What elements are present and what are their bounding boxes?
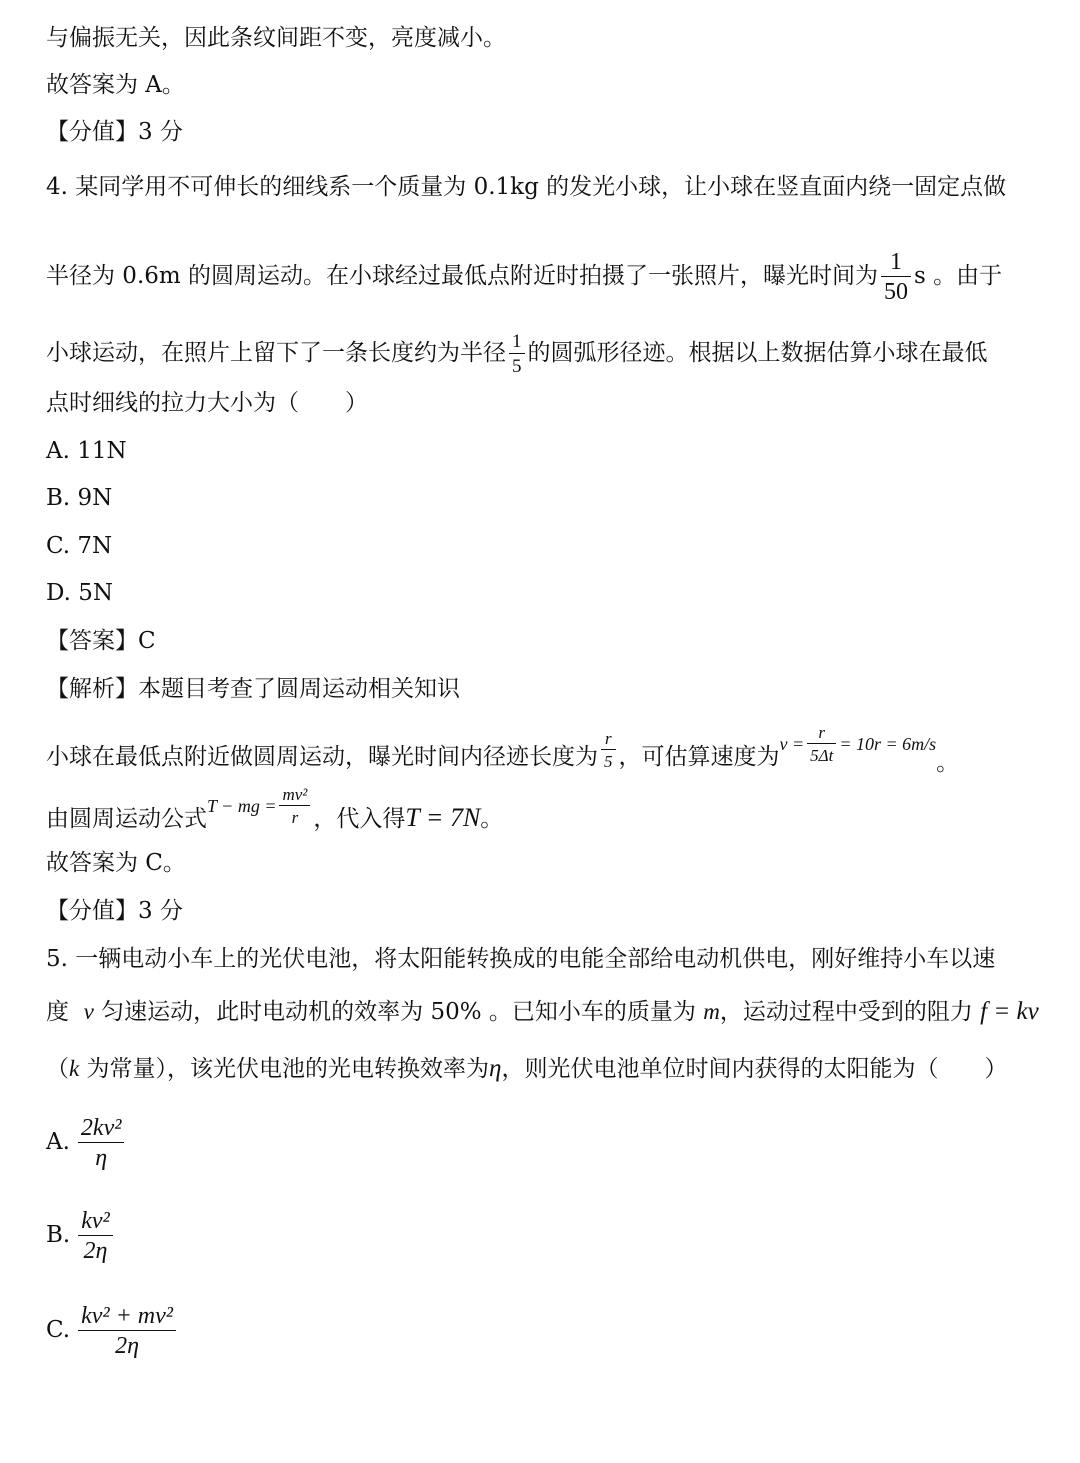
q4-sol1-text-c: 。 xyxy=(936,750,960,776)
q5-option-c-fraction xyxy=(78,1304,176,1358)
q4-option-c: C. 7N xyxy=(46,533,113,559)
q4-option-a: A. 11N xyxy=(46,438,127,464)
q4-line-3-text-a: 小球运动，在照片上留下了一条长度约为半径 xyxy=(46,340,506,366)
fraction-numerator: 2kv² xyxy=(80,1115,122,1141)
q4-sol1-text-b: ，可估算速度为 xyxy=(618,744,780,770)
fraction-numerator: r xyxy=(604,729,612,748)
q5-option-a xyxy=(46,1112,127,1172)
eta-variable: η xyxy=(489,1055,502,1082)
fraction-denominator: 50 xyxy=(881,276,911,304)
q5-line-1: 5. 一辆电动小车上的光伏电池，将太阳能转换成的电能全部给电动机供电，刚好维持小车以速 xyxy=(46,946,996,972)
fraction-r-over-5dt xyxy=(807,724,836,764)
fraction-denominator: 2η xyxy=(78,1330,176,1358)
q5-option-c xyxy=(46,1300,179,1360)
text-line-2: 故答案为 A。 xyxy=(46,72,185,98)
q5-option-a-fraction xyxy=(78,1116,125,1170)
fraction-numerator: mv² xyxy=(282,785,308,804)
fraction-one-fiftieth xyxy=(881,250,911,304)
fraction-denominator: 2η xyxy=(78,1235,113,1263)
q4-score: 【分值】3 分 xyxy=(46,898,183,924)
q4-sol2-period: 。 xyxy=(480,806,504,832)
fraction-denominator: r xyxy=(279,805,310,826)
drag-force-equation: f = kv xyxy=(980,998,1039,1025)
q4-sol2-text-a: 由圆周运动公式 xyxy=(46,806,207,832)
q5-line-2-text-a: 度 xyxy=(46,999,69,1025)
q5-line-3-text-c: ，则光伏电池单位时间内获得的太阳能为（ ） xyxy=(501,1056,1008,1082)
fraction-one-fifth xyxy=(509,332,525,376)
q4-line-1: 4. 某同学用不可伸长的细线系一个质量为 0.1kg 的发光小球，让小球在竖直面内绕一固定点做 xyxy=(46,174,1007,200)
q4-sol1-text-a: 小球在最低点附近做圆周运动，曝光时间内径迹长度为 xyxy=(46,744,598,770)
q5-option-c-label: C. xyxy=(46,1317,71,1343)
q4-line-2-text-b: s 。由于 xyxy=(914,263,1003,289)
q4-line-4: 点时细线的拉力大小为（ ） xyxy=(46,390,368,416)
q4-line-2-text-a: 半径为 0.6m 的圆周运动。在小球经过最低点附近时拍摄了一张照片，曝光时间为 xyxy=(46,263,879,289)
score-line-q3: 【分值】3 分 xyxy=(46,119,183,145)
q5-line-3-text-b: 为常量），该光伏电池的光电转换效率为 xyxy=(86,1056,490,1082)
fraction-numerator: r xyxy=(818,723,826,742)
q4-analysis: 【解析】本题目考查了圆周运动相关知识 xyxy=(46,676,460,702)
velocity-variable: v xyxy=(83,999,94,1024)
q5-line-3-text-a: （ xyxy=(46,1056,69,1082)
q4-option-b: B. 9N xyxy=(46,485,113,511)
q4-sol2-text-b: ，代入得 xyxy=(313,806,406,832)
velocity-equation-rhs: = 10r = 6m/s xyxy=(839,734,937,754)
q5-option-b-fraction xyxy=(78,1209,113,1263)
fraction-denominator: 5 xyxy=(509,353,525,376)
q5-option-a-label: A. xyxy=(46,1129,70,1155)
fraction-denominator: 5Δt xyxy=(807,743,836,764)
velocity-equation-lhs: v = xyxy=(779,734,805,754)
tension-equation-lhs: T − mg = xyxy=(207,796,277,816)
mass-variable: m xyxy=(703,999,720,1024)
fraction-mv2-over-r xyxy=(279,786,310,826)
q5-option-b-label: B. xyxy=(46,1222,71,1248)
q5-line-2-text-c: ，运动过程中受到的阻力 xyxy=(719,999,973,1025)
fraction-r-over-5 xyxy=(601,730,616,770)
q4-line-2 xyxy=(46,250,1002,304)
q5-line-2-text-b: 匀速运动，此时电动机的效率为 50% 。已知小车的质量为 xyxy=(101,999,696,1025)
q4-option-d: D. 5N xyxy=(46,580,114,606)
fraction-numerator: kv² + mv² xyxy=(81,1303,173,1329)
q5-line-3 xyxy=(46,1054,1007,1084)
q5-line-2 xyxy=(46,997,1039,1027)
q4-line-3 xyxy=(46,332,988,376)
fraction-denominator: 5 xyxy=(601,749,616,770)
q4-answer: 【答案】C xyxy=(46,628,156,654)
text-line-1: 与偏振无关，因此条纹间距不变，亮度减小。 xyxy=(46,25,506,51)
q4-conclusion: 故答案为 C。 xyxy=(46,850,186,876)
q4-solution-line-1 xyxy=(46,723,960,778)
tension-result: T = 7N xyxy=(405,803,481,832)
q4-solution-line-2 xyxy=(46,785,504,840)
fraction-numerator: kv² xyxy=(81,1208,110,1234)
q5-option-b xyxy=(46,1205,116,1265)
k-variable: k xyxy=(69,1056,80,1081)
fraction-numerator: 1 xyxy=(890,249,903,275)
fraction-numerator: 1 xyxy=(512,331,522,352)
q4-line-3-text-b: 的圆弧形径迹。根据以上数据估算小球在最低 xyxy=(527,340,988,366)
fraction-denominator: η xyxy=(78,1142,125,1170)
